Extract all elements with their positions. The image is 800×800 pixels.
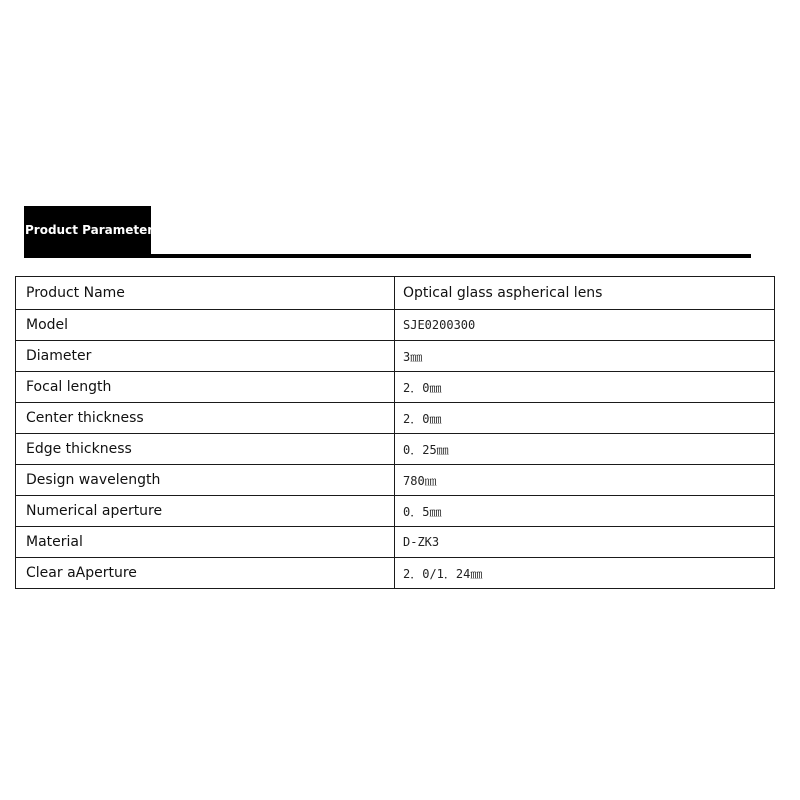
section-title: Product Parameters (24, 206, 151, 254)
table-row (16, 465, 775, 496)
table-row (16, 403, 775, 434)
parameter-value: 2．0㎜ (395, 372, 775, 403)
table-row (16, 496, 775, 527)
table-row (16, 277, 775, 310)
table-row (16, 310, 775, 341)
parameters-table (15, 276, 775, 589)
parameter-label: Edge thickness (16, 434, 395, 465)
table-row (16, 527, 775, 558)
table-row (16, 341, 775, 372)
parameter-label: Center thickness (16, 403, 395, 434)
parameter-label: Model (16, 310, 395, 341)
section-divider (24, 254, 751, 258)
parameter-label: Focal length (16, 372, 395, 403)
parameter-label: Design wavelength (16, 465, 395, 496)
parameter-value: SJE0200300 (395, 310, 775, 341)
parameter-label: Diameter (16, 341, 395, 372)
parameter-value: D-ZK3 (395, 527, 775, 558)
table-row (16, 558, 775, 589)
parameter-value: 3㎜ (395, 341, 775, 372)
parameter-label: Product Name (16, 277, 395, 310)
table-row (16, 434, 775, 465)
parameter-value: 0．25㎜ (395, 434, 775, 465)
parameter-value: Optical glass aspherical lens (395, 277, 775, 310)
parameter-label: Numerical aperture (16, 496, 395, 527)
parameter-label: Material (16, 527, 395, 558)
parameter-value: 0．5㎜ (395, 496, 775, 527)
parameter-value: 780㎚ (395, 465, 775, 496)
parameter-value: 2．0㎜ (395, 403, 775, 434)
parameter-label: Clear aAperture (16, 558, 395, 589)
table-row (16, 372, 775, 403)
parameter-value: 2．0/1．24㎜ (395, 558, 775, 589)
